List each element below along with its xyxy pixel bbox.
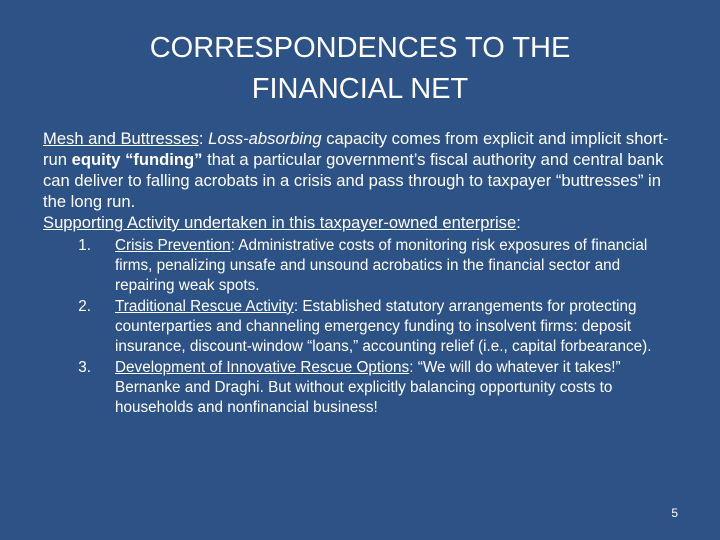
- intro-paragraph: [43, 128, 683, 212]
- list-item-text: : “We will do whatever it takes!” Bernanke and Draghi. But without explicitly balancing opportunity costs to households and nonfinancial business!: [115, 359, 621, 416]
- list-item-label: Traditional Rescue Activity: [115, 298, 294, 315]
- slide-title-line-2: FINANCIAL NET: [251, 73, 469, 105]
- list-item-number: 3.: [78, 359, 91, 376]
- list-item: [43, 297, 683, 357]
- intro-heading: Mesh and Buttresses: [43, 129, 199, 148]
- support-heading: Supporting Activity undertaken in this taxpayer-owned enterprise: [43, 213, 517, 232]
- list-item: [43, 358, 683, 418]
- support-colon: :: [516, 213, 521, 232]
- list-item-text: : Administrative costs of monitoring risk exposures of financial firms, penalizing unsafe and unsound acrobatics in the financial sector and repairing weak spots.: [115, 237, 648, 294]
- list-item-number: 1.: [78, 237, 91, 254]
- page-number: 5: [671, 506, 678, 520]
- slide-title: [80, 28, 640, 110]
- support-paragraph: [43, 212, 683, 233]
- slide-body: [43, 128, 683, 419]
- list-item-label: Development of Innovative Rescue Options: [115, 359, 410, 376]
- list-item-text: : Established statutory arrangements for protecting counterparties and channeling emergency funding to insolvent firms: deposit insurance, discount-window “loans,” accounting relief (i.e., capital forbearance).: [115, 298, 652, 355]
- intro-emphasis: Loss-absorbing: [208, 129, 322, 148]
- intro-bold: equity “funding”: [71, 150, 203, 169]
- intro-colon: :: [198, 129, 209, 148]
- activity-list: [43, 236, 683, 418]
- intro-text-1: capacity comes from explicit and implicit short-run: [43, 129, 669, 169]
- list-item-number: 2.: [78, 298, 91, 315]
- list-item: [43, 236, 683, 296]
- list-item-label: Crisis Prevention: [115, 237, 231, 254]
- slide-title-line-1: CORRESPONDENCES TO THE: [149, 32, 571, 64]
- intro-text-2: that a particular government’s fiscal authority and central bank can deliver to falling acrobats in a crisis and pass through to taxpayer “buttresses” in the long run.: [43, 150, 664, 211]
